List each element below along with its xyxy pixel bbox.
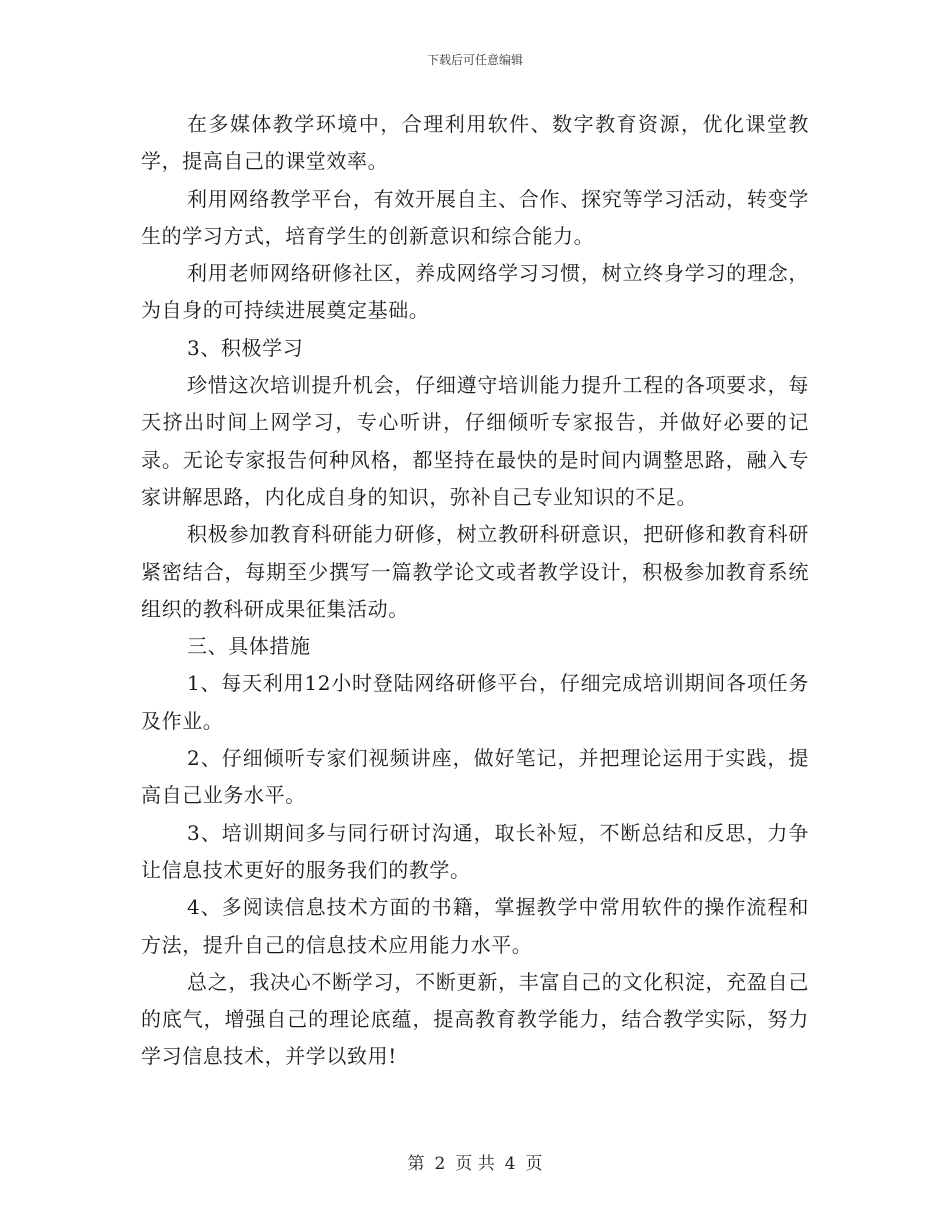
section-heading-active-learning: 3、积极学习 [187,335,304,360]
paragraph-cherish-training: 珍惜这次培训提升机会，仔细遵守培训能力提升工程的各项要求，每天挤出时间上网学习，专心听讲，仔细倾听专家报告，并做好必要的记录。无论专家报告何种风格，都坚持在最快的是时间内调整思路，融入专家讲解思路，内化成自身的知识，弥补自己专业知识的不足。 [141,373,809,509]
measure-item-3: 3、培训期间多与同行研讨沟通，取长补短，不断总结和反思，力争让信息技术更好的服务我们的教学。 [141,820,809,882]
paragraph-multimedia: 在多媒体教学环境中，合理利用软件、数字教育资源，优化课堂教学，提高自己的课堂效率。 [141,112,809,174]
footer-prefix: 第 [407,1154,425,1174]
measure-item-2: 2、仔细倾听专家们视频讲座，做好笔记，并把理论运用于实践，提高自己业务水平。 [141,746,809,808]
paragraph-network-platform: 利用网络教学平台，有效开展自主、合作、探究等学习活动，转变学生的学习方式，培育学生的创新意识和综合能力。 [141,186,809,248]
measure-item-1: 1、每天利用12小时登陆网络研修平台，仔细完成培训期间各项任务及作业。 [141,671,809,733]
footer-current-page: 2 [434,1154,446,1174]
footer-suffix: 页 [525,1154,543,1174]
page-footer [0,1152,950,1176]
document-body [141,106,809,1076]
section-heading-measures: 三、具体措施 [187,634,311,659]
paragraph-research: 积极参加教育科研能力研修，树立教研科研意识，把研修和教育科研紧密结合，每期至少撰写一篇教学论文或者教学设计，积极参加教育系统组织的教科研成果征集活动。 [141,522,809,621]
footer-middle: 页 共 [455,1154,495,1174]
footer-total-pages: 4 [504,1154,516,1174]
paragraph-teacher-community: 利用老师网络研修社区，养成网络学习习惯，树立终身学习的理念，为自身的可持续进展奠定基础。 [141,261,809,323]
page-header: 下载后可任意编辑 [426,53,523,67]
paragraph-conclusion: 总之，我决心不断学习，不断更新，丰富自己的文化积淀，充盈自己的底气，增强自己的理论底蕴，提高教育教学能力，结合教学实际，努力学习信息技术，并学以致用! [141,969,809,1069]
measure-item-4: 4、多阅读信息技术方面的书籍，掌握教学中常用软件的操作流程和方法，提升自己的信息技术应用能力水平。 [141,895,809,957]
